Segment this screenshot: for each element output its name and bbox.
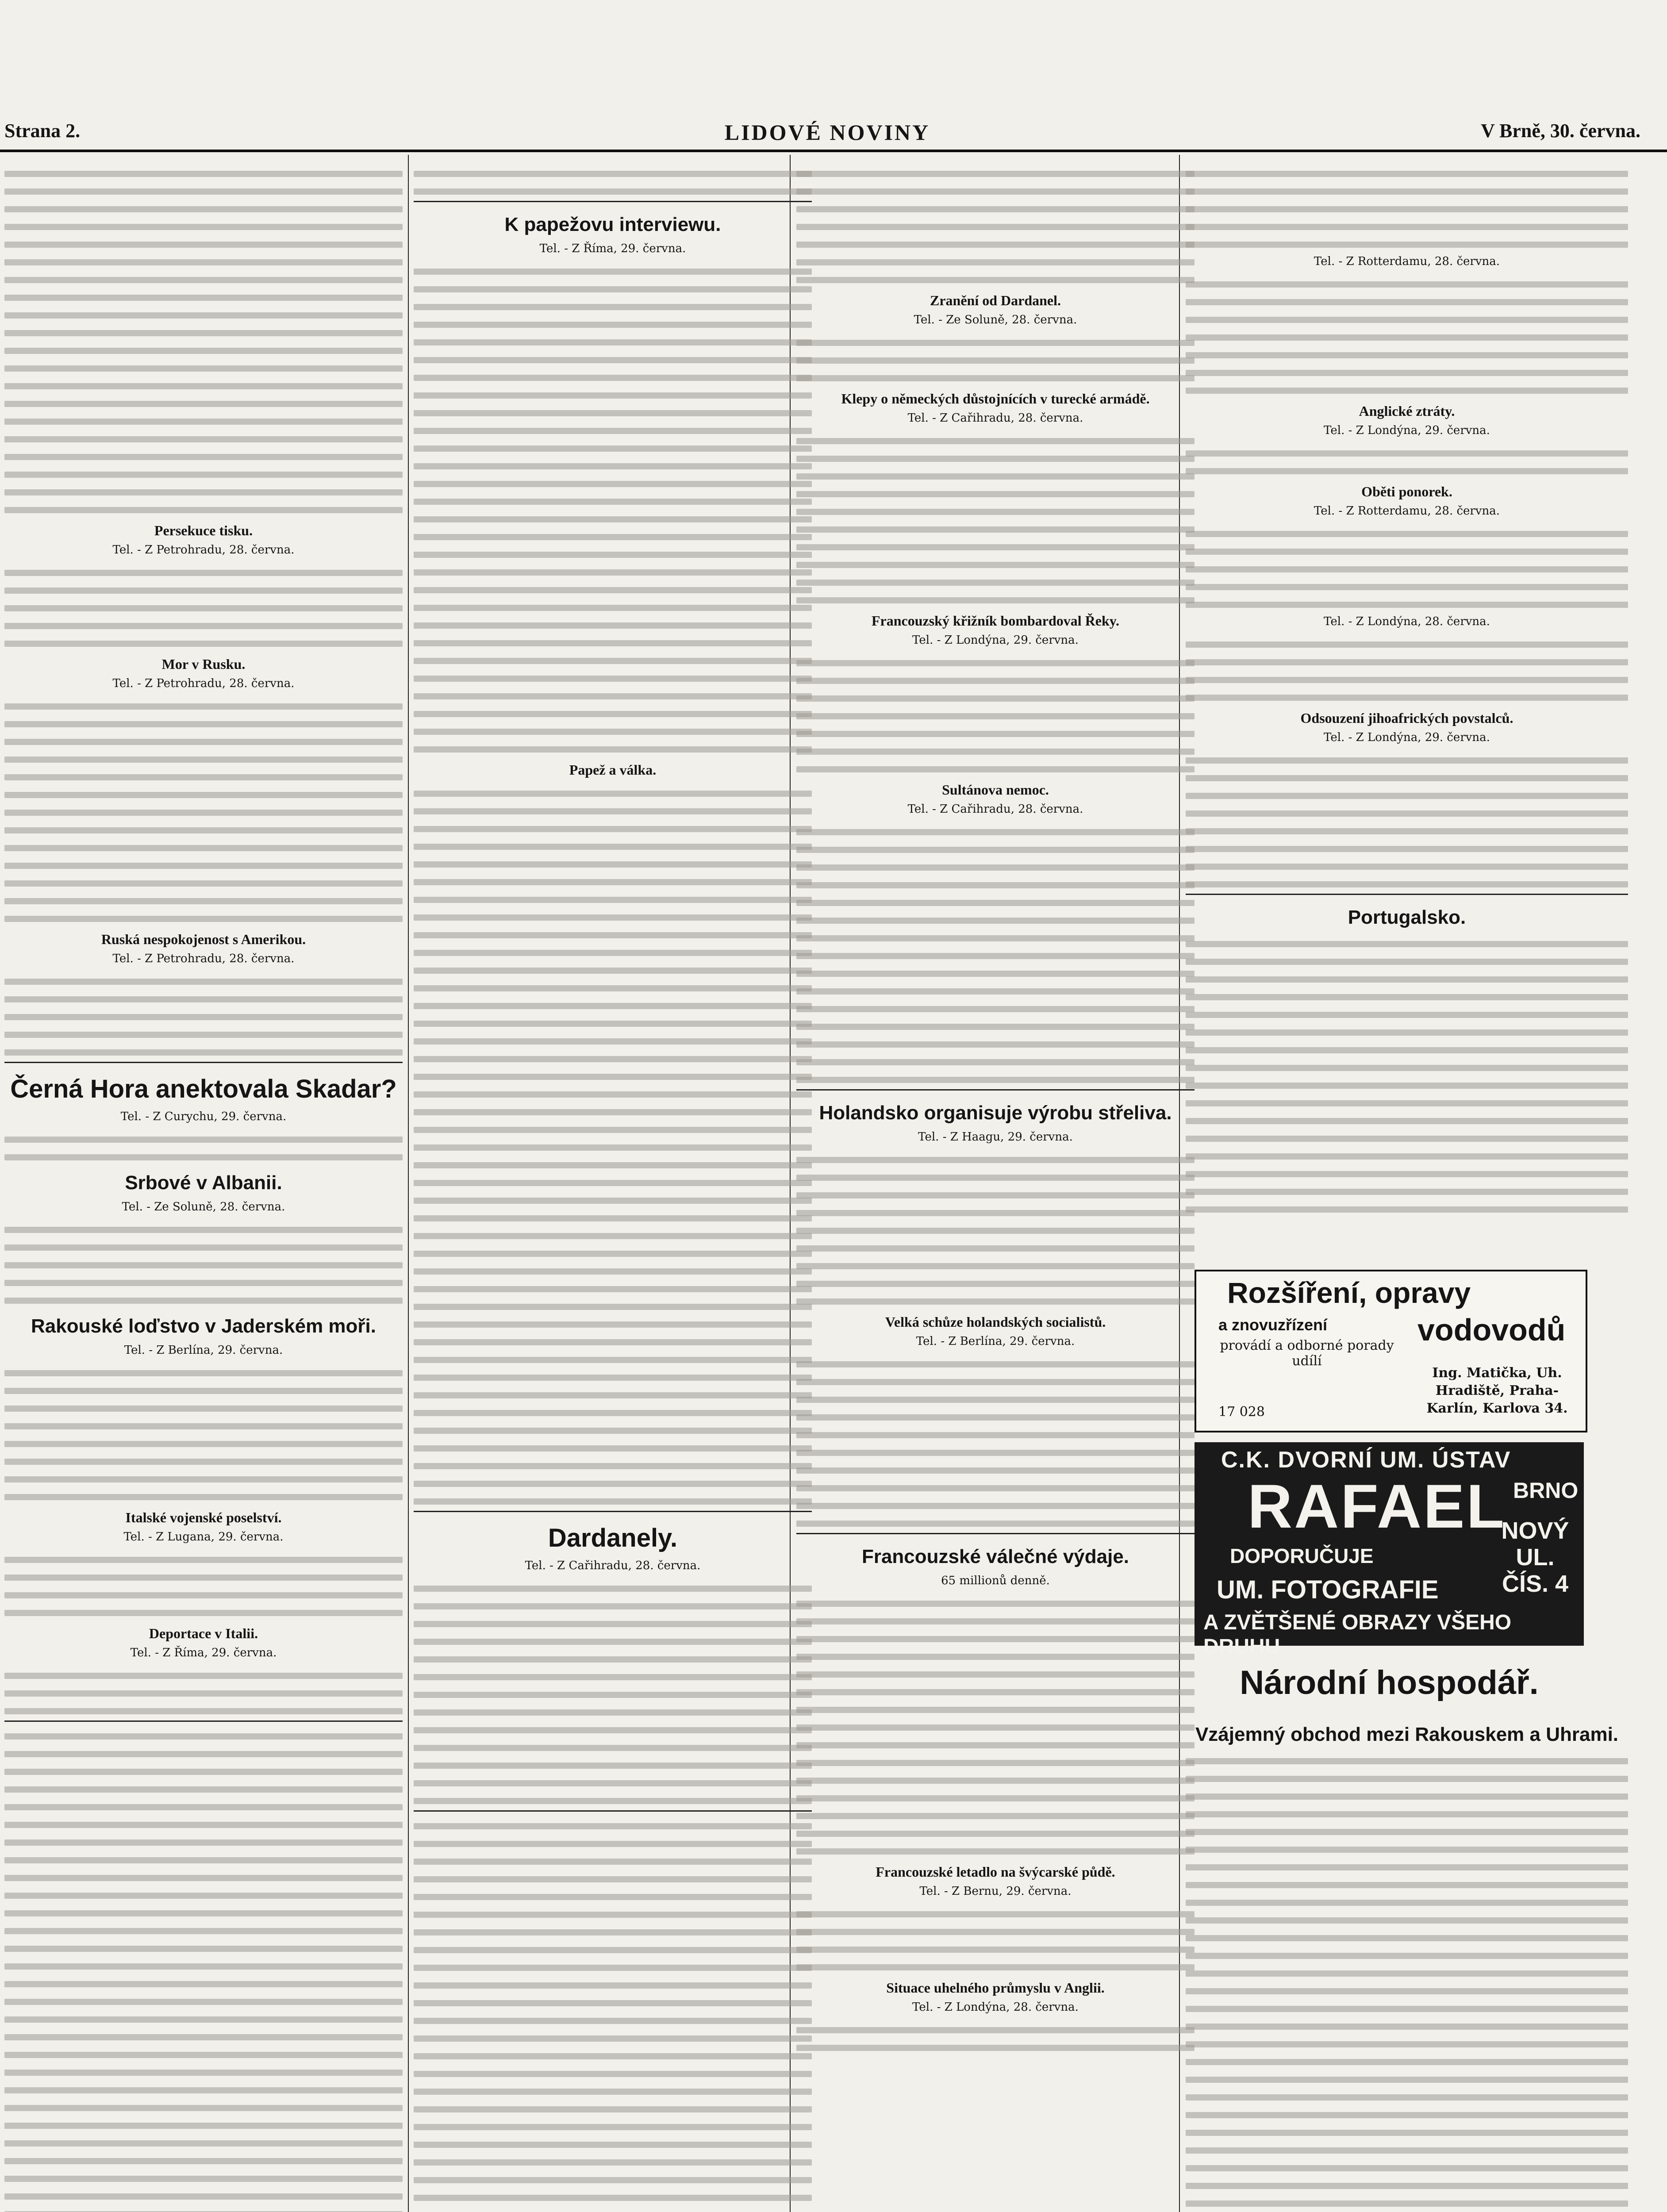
ad-text: provádí a odborné porady udílí — [1220, 1338, 1394, 1369]
article-body — [1186, 450, 1628, 474]
dateline: Tel. - Z Rotterdamu, 28. června. — [1314, 255, 1500, 268]
economy-column — [1186, 1712, 1628, 2212]
ad-logo-text: RAFAEL — [1248, 1471, 1506, 1541]
article-body — [796, 1157, 1195, 1305]
dateline: Tel. - Z Bernu, 29. června. — [919, 1885, 1072, 1898]
ad-text: DOPORUČUJE — [1230, 1544, 1374, 1567]
column-1 — [4, 159, 403, 2212]
headline: Holandsko organisuje výrobu střeliva. — [819, 1102, 1172, 1124]
advertisement-waterworks — [1195, 1270, 1587, 1432]
masthead — [0, 0, 1667, 146]
dateline: Tel. - Z Londýna, 29. června. — [1324, 731, 1490, 744]
issue-date: V Brně, 30. června. — [1481, 120, 1640, 142]
article-body — [414, 1586, 812, 1804]
headline: Sultánova nemoc. — [942, 782, 1049, 798]
dateline: Tel. - Ze Soluně, 28. června. — [122, 1200, 285, 1214]
article-body — [4, 1557, 403, 1616]
ad-text: A ZVĚTŠENÉ OBRAZY VŠEHO DRUHU — [1203, 1611, 1512, 1659]
article-body — [4, 1137, 403, 1160]
headline: Portugalsko. — [1348, 906, 1466, 928]
headline: Persekuce tisku. — [154, 522, 253, 538]
article-body — [796, 660, 1195, 772]
ad-address: Ing. Matička, Uh. Hradiště, Praha-Karlín, Karlova 34. — [1426, 1365, 1568, 1416]
column-4 — [1186, 159, 1628, 1218]
section-rule — [4, 1720, 403, 1722]
ad-text: a znovuzřízení — [1218, 1316, 1328, 1334]
section-rule — [1186, 894, 1628, 895]
article-body — [796, 1601, 1195, 1855]
article-body — [796, 340, 1195, 381]
article-body — [796, 438, 1195, 603]
headline: Anglické ztráty. — [1359, 403, 1455, 419]
ad-headline: vodovodů — [1417, 1313, 1566, 1347]
header-rule — [0, 150, 1667, 152]
section-title: Národní hospodář. — [1240, 1664, 1539, 1701]
dateline: Tel. - Z Petrohradu, 28. června. — [112, 677, 295, 690]
headline: Francouzské letadlo na švýcarské půdě. — [876, 1864, 1115, 1880]
advertisement-photo-studio — [1195, 1442, 1584, 1659]
article-body — [4, 171, 403, 513]
dateline: Tel. - Z Berlína, 29. června. — [916, 1335, 1075, 1348]
article-body — [414, 171, 812, 195]
headline: Deportace v Italii. — [149, 1625, 258, 1641]
dateline: Tel. - Z Cařihradu, 28. června. — [907, 411, 1083, 425]
dateline: Tel. - Z Říma, 29. června. — [130, 1646, 277, 1659]
ad-code: 17 028 — [1218, 1404, 1265, 1420]
dateline: Tel. - Z Říma, 29. června. — [539, 242, 686, 255]
headline: Francouzský křižník bombardoval Řeky. — [871, 613, 1120, 629]
headline: Italské vojenské poselství. — [125, 1509, 282, 1525]
headline: Odsouzení jihoafrických povstalců. — [1300, 710, 1513, 726]
headline: Dardanely. — [548, 1524, 678, 1552]
headline: Papež a válka. — [569, 762, 657, 778]
headline: Klepy o německých důstojnících v turecké armádě. — [841, 391, 1150, 407]
column-3 — [796, 159, 1195, 2056]
article-body — [796, 2027, 1195, 2051]
headline: Mor v Rusku. — [161, 656, 246, 672]
ad-text: C.K. DVORNÍ UM. ÚSTAV — [1221, 1447, 1511, 1473]
dateline: Tel. - Z Londýna, 28. června. — [912, 2001, 1079, 2014]
headline: Zranění od Dardanel. — [930, 292, 1061, 308]
article-body — [414, 791, 812, 1505]
ad-address: NOVÝ UL. ČÍS. 4 — [1501, 1517, 1569, 1597]
dateline: Tel. - Z Cařihradu, 28. června. — [907, 803, 1083, 816]
section-rule — [414, 1511, 812, 1512]
article-body — [1186, 757, 1628, 887]
article-body — [4, 1370, 403, 1500]
dateline: Tel. - Z Londýna, 28. června. — [1324, 615, 1490, 628]
article-body — [414, 269, 812, 753]
section-rule — [796, 1533, 1195, 1534]
article-body — [796, 1361, 1195, 1527]
dateline: Tel. - Z Berlína, 29. června. — [124, 1344, 283, 1357]
section-rule — [4, 1062, 403, 1063]
newspaper-title: LIDOVÉ NOVINY — [724, 120, 930, 145]
headline: Srbové v Albanii. — [125, 1172, 282, 1194]
dateline: Tel. - Z Curychu, 29. června. — [120, 1110, 287, 1123]
section-rule — [796, 1089, 1195, 1091]
headline: Rakouské loďstvo v Jaderském moři. — [31, 1315, 376, 1337]
article-body — [796, 1911, 1195, 1970]
article-body — [4, 1227, 403, 1304]
article-body — [1186, 281, 1628, 394]
dateline: Tel. - Z Petrohradu, 28. června. — [112, 952, 295, 965]
ad-headline: Rozšíření, opravy — [1227, 1276, 1471, 1309]
subheadline: 65 millionů denně. — [941, 1574, 1050, 1587]
headline: Vzájemný obchod mezi Rakouskem a Uhrami. — [1195, 1724, 1619, 1745]
dateline: Tel. - Z Haagu, 29. června. — [918, 1130, 1073, 1144]
article-body — [414, 1823, 812, 2212]
dateline: Tel. - Z Petrohradu, 28. června. — [112, 543, 295, 557]
dateline: Tel. - Ze Soluně, 28. června. — [914, 313, 1077, 326]
dateline: Tel. - Z Londýna, 29. června. — [912, 634, 1079, 647]
column-2 — [414, 159, 812, 2212]
dateline: Tel. - Z Rotterdamu, 28. června. — [1314, 504, 1500, 518]
section-rule — [414, 201, 812, 202]
column-divider — [408, 155, 409, 2212]
headline: Francouzské válečné výdaje. — [861, 1546, 1129, 1567]
dateline: Tel. - Z Cařihradu, 28. června. — [525, 1559, 701, 1572]
article-body — [796, 171, 1195, 283]
ad-text: BRNO — [1513, 1478, 1579, 1503]
dateline: Tel. - Z Londýna, 29. června. — [1324, 424, 1490, 437]
headline: Situace uhelného průmyslu v Anglii. — [886, 1980, 1105, 1996]
headline: Oběti ponorek. — [1361, 484, 1452, 499]
article-body — [1186, 531, 1628, 608]
article-body — [1186, 1758, 1628, 2212]
article-body — [4, 570, 403, 647]
headline: K papežovu interviewu. — [504, 214, 721, 235]
article-body — [796, 829, 1195, 1083]
section-rule — [414, 1810, 812, 1812]
page-number: Strana 2. — [4, 120, 81, 142]
headline: Černá Hora anektovala Skadar? — [10, 1075, 397, 1103]
article-body — [4, 703, 403, 922]
headline: Velká schůze holandských socialistů. — [885, 1314, 1106, 1330]
ad-text: UM. FOTOGRAFIE — [1217, 1575, 1439, 1604]
article-body — [1186, 641, 1628, 701]
article-body — [4, 1733, 403, 2212]
article-body — [1186, 171, 1628, 248]
article-body — [4, 1673, 403, 1714]
article-body — [4, 979, 403, 1056]
headline: Ruská nespokojenost s Amerikou. — [101, 931, 306, 947]
article-body — [1186, 941, 1628, 1213]
dateline: Tel. - Z Lugana, 29. června. — [123, 1530, 284, 1544]
